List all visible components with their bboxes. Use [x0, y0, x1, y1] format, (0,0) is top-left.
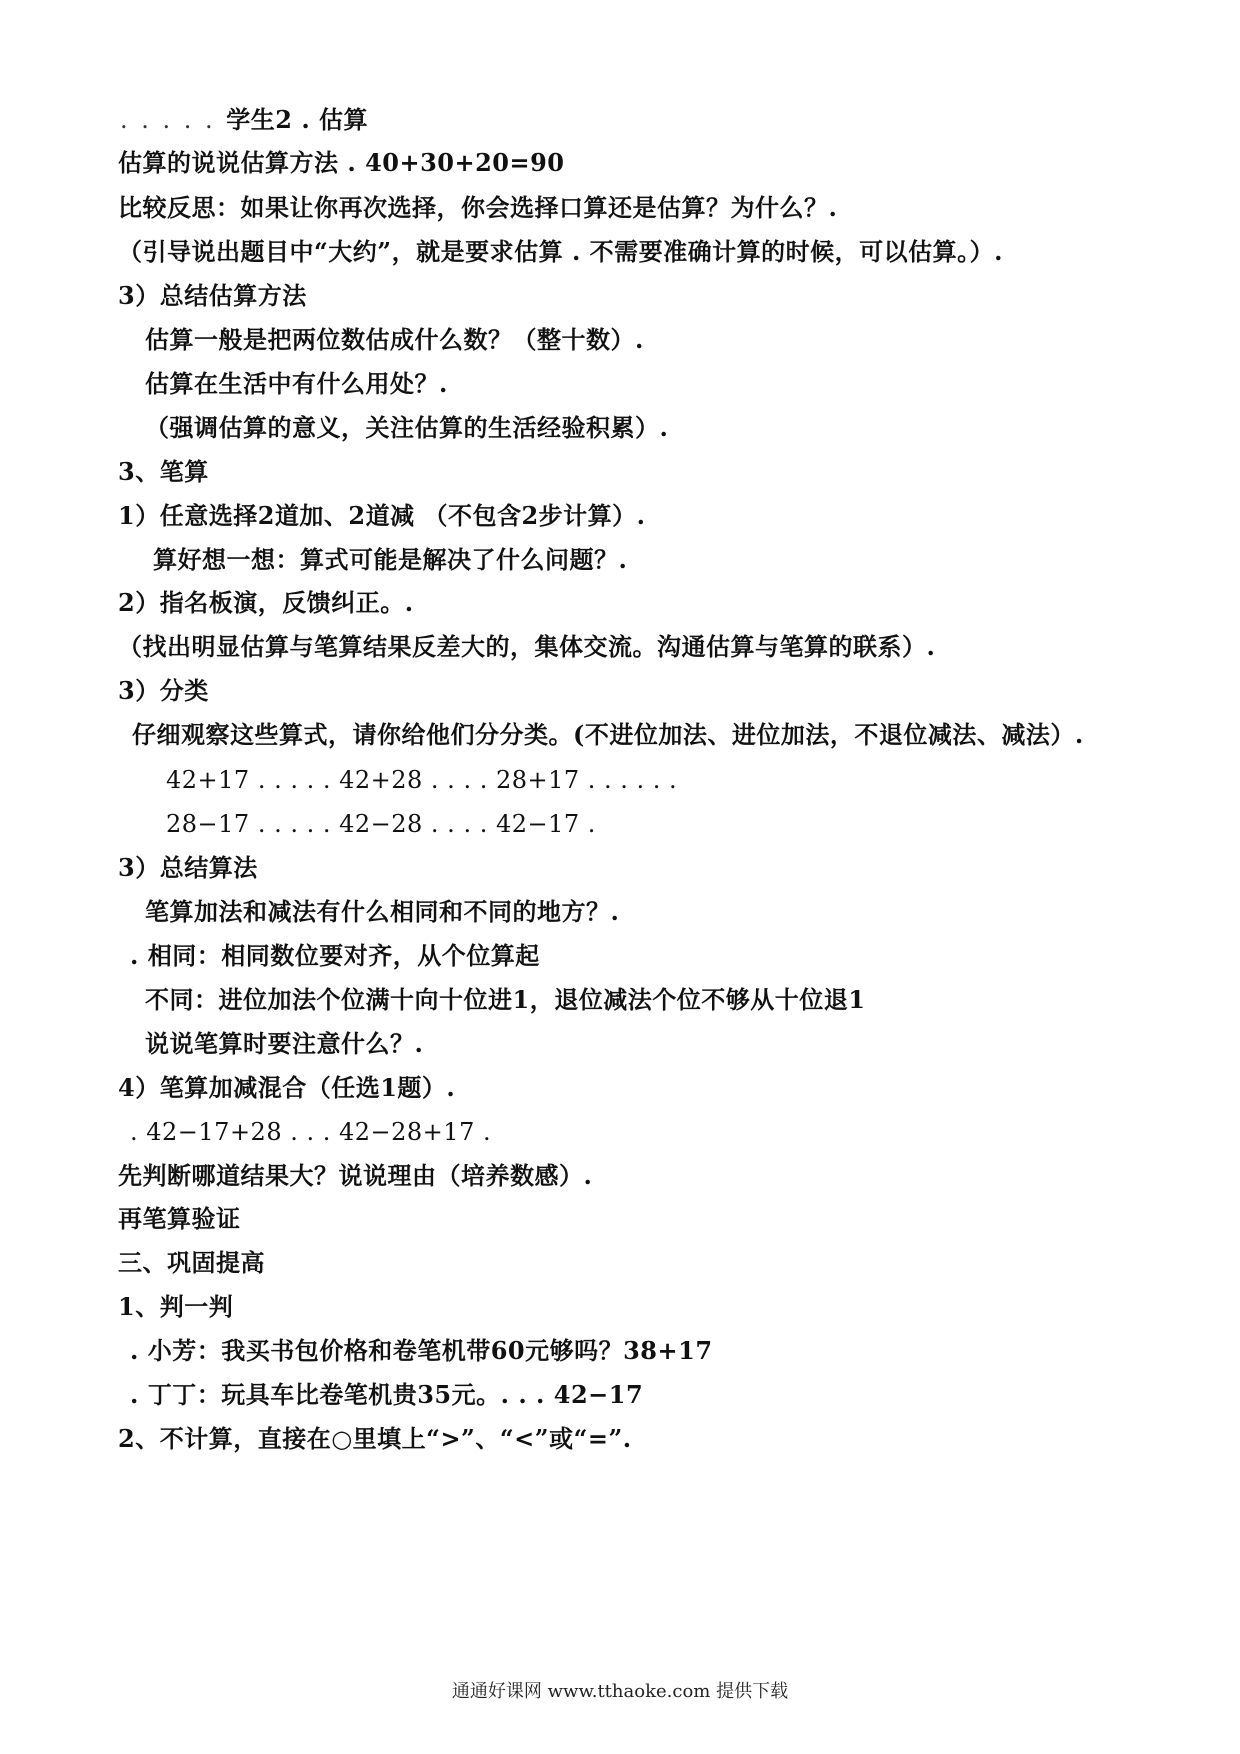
- text-line: 笔算加法和减法有什么相同和不同的地方？.: [145, 897, 620, 926]
- text-line: （引导说出题目中“大约”，就是要求估算 . 不需要准确计算的时候，可以估算。）.: [118, 237, 1004, 266]
- text-line: . 小芳：我买书包价格和卷笔机带60元够吗？38+17: [130, 1336, 713, 1365]
- text-line: 再笔算验证: [118, 1204, 241, 1233]
- section-heading: 3）总结算法: [118, 853, 258, 882]
- section-heading: 1、判一判: [118, 1292, 234, 1321]
- section-heading: 4）笔算加减混合（任选1题）.: [118, 1073, 456, 1102]
- text-line: （找出明显估算与笔算结果反差大的，集体交流。沟通估算与笔算的联系）.: [118, 632, 936, 661]
- text-line: 比较反思：如果让你再次选择，你会选择口算还是估算？为什么？.: [118, 193, 838, 222]
- text-line: 算好想一想：算式可能是解决了什么问题？.: [153, 545, 628, 574]
- text-line: . 相同：相同数位要对齐，从个位算起: [130, 941, 540, 970]
- expression-row: 42+17 . . . . . 42+28 . . . . 28+17 . . . . . .: [166, 766, 678, 794]
- text-line: 2、不计算，直接在○里填上“>”、“<”或“=”.: [118, 1424, 632, 1453]
- text-line: 先判断哪道结果大？说说理由（培养数感）.: [118, 1161, 593, 1190]
- section-heading: 3）总结估算方法: [118, 281, 307, 310]
- text-line: 2）指名板演，反馈纠正。.: [118, 588, 414, 617]
- text-line: （强调估算的意义，关注估算的生活经验积累）.: [145, 413, 669, 442]
- text-line: . . . . . 学生2 . 估算: [120, 105, 369, 134]
- expression-row: 28−17 . . . . . 42−28 . . . . 42−17 .: [166, 810, 596, 838]
- page-footer: 通通好课网 www.tthaoke.com 提供下载: [451, 1681, 789, 1702]
- text-line: 仔细观察这些算式，请你给他们分分类。(不进位加法、进位加法，不退位减法、减法）.: [132, 720, 1084, 749]
- text-line: 估算的说说估算方法 . 40+30+20=90: [118, 148, 565, 177]
- text-line: 估算在生活中有什么用处？.: [145, 369, 448, 398]
- section-heading: 3）分类: [118, 676, 209, 705]
- text-line: 说说笔算时要注意什么？.: [145, 1029, 424, 1058]
- section-heading: 三、巩固提高: [118, 1248, 265, 1277]
- text-line: 1）任意选择2道加、2道减 （不包含2步计算）.: [118, 501, 646, 530]
- section-heading: 3、笔算: [118, 457, 209, 486]
- expression-row: . 42−17+28 . . . 42−28+17 .: [130, 1118, 492, 1146]
- text-line: . 丁丁：玩具车比卷笔机贵35元。. . . 42−17: [130, 1380, 644, 1409]
- text-line: 不同：进位加法个位满十向十位进1，退位减法个位不够从十位退1: [145, 985, 866, 1014]
- text-line: 估算一般是把两位数估成什么数？（整十数）.: [145, 325, 644, 354]
